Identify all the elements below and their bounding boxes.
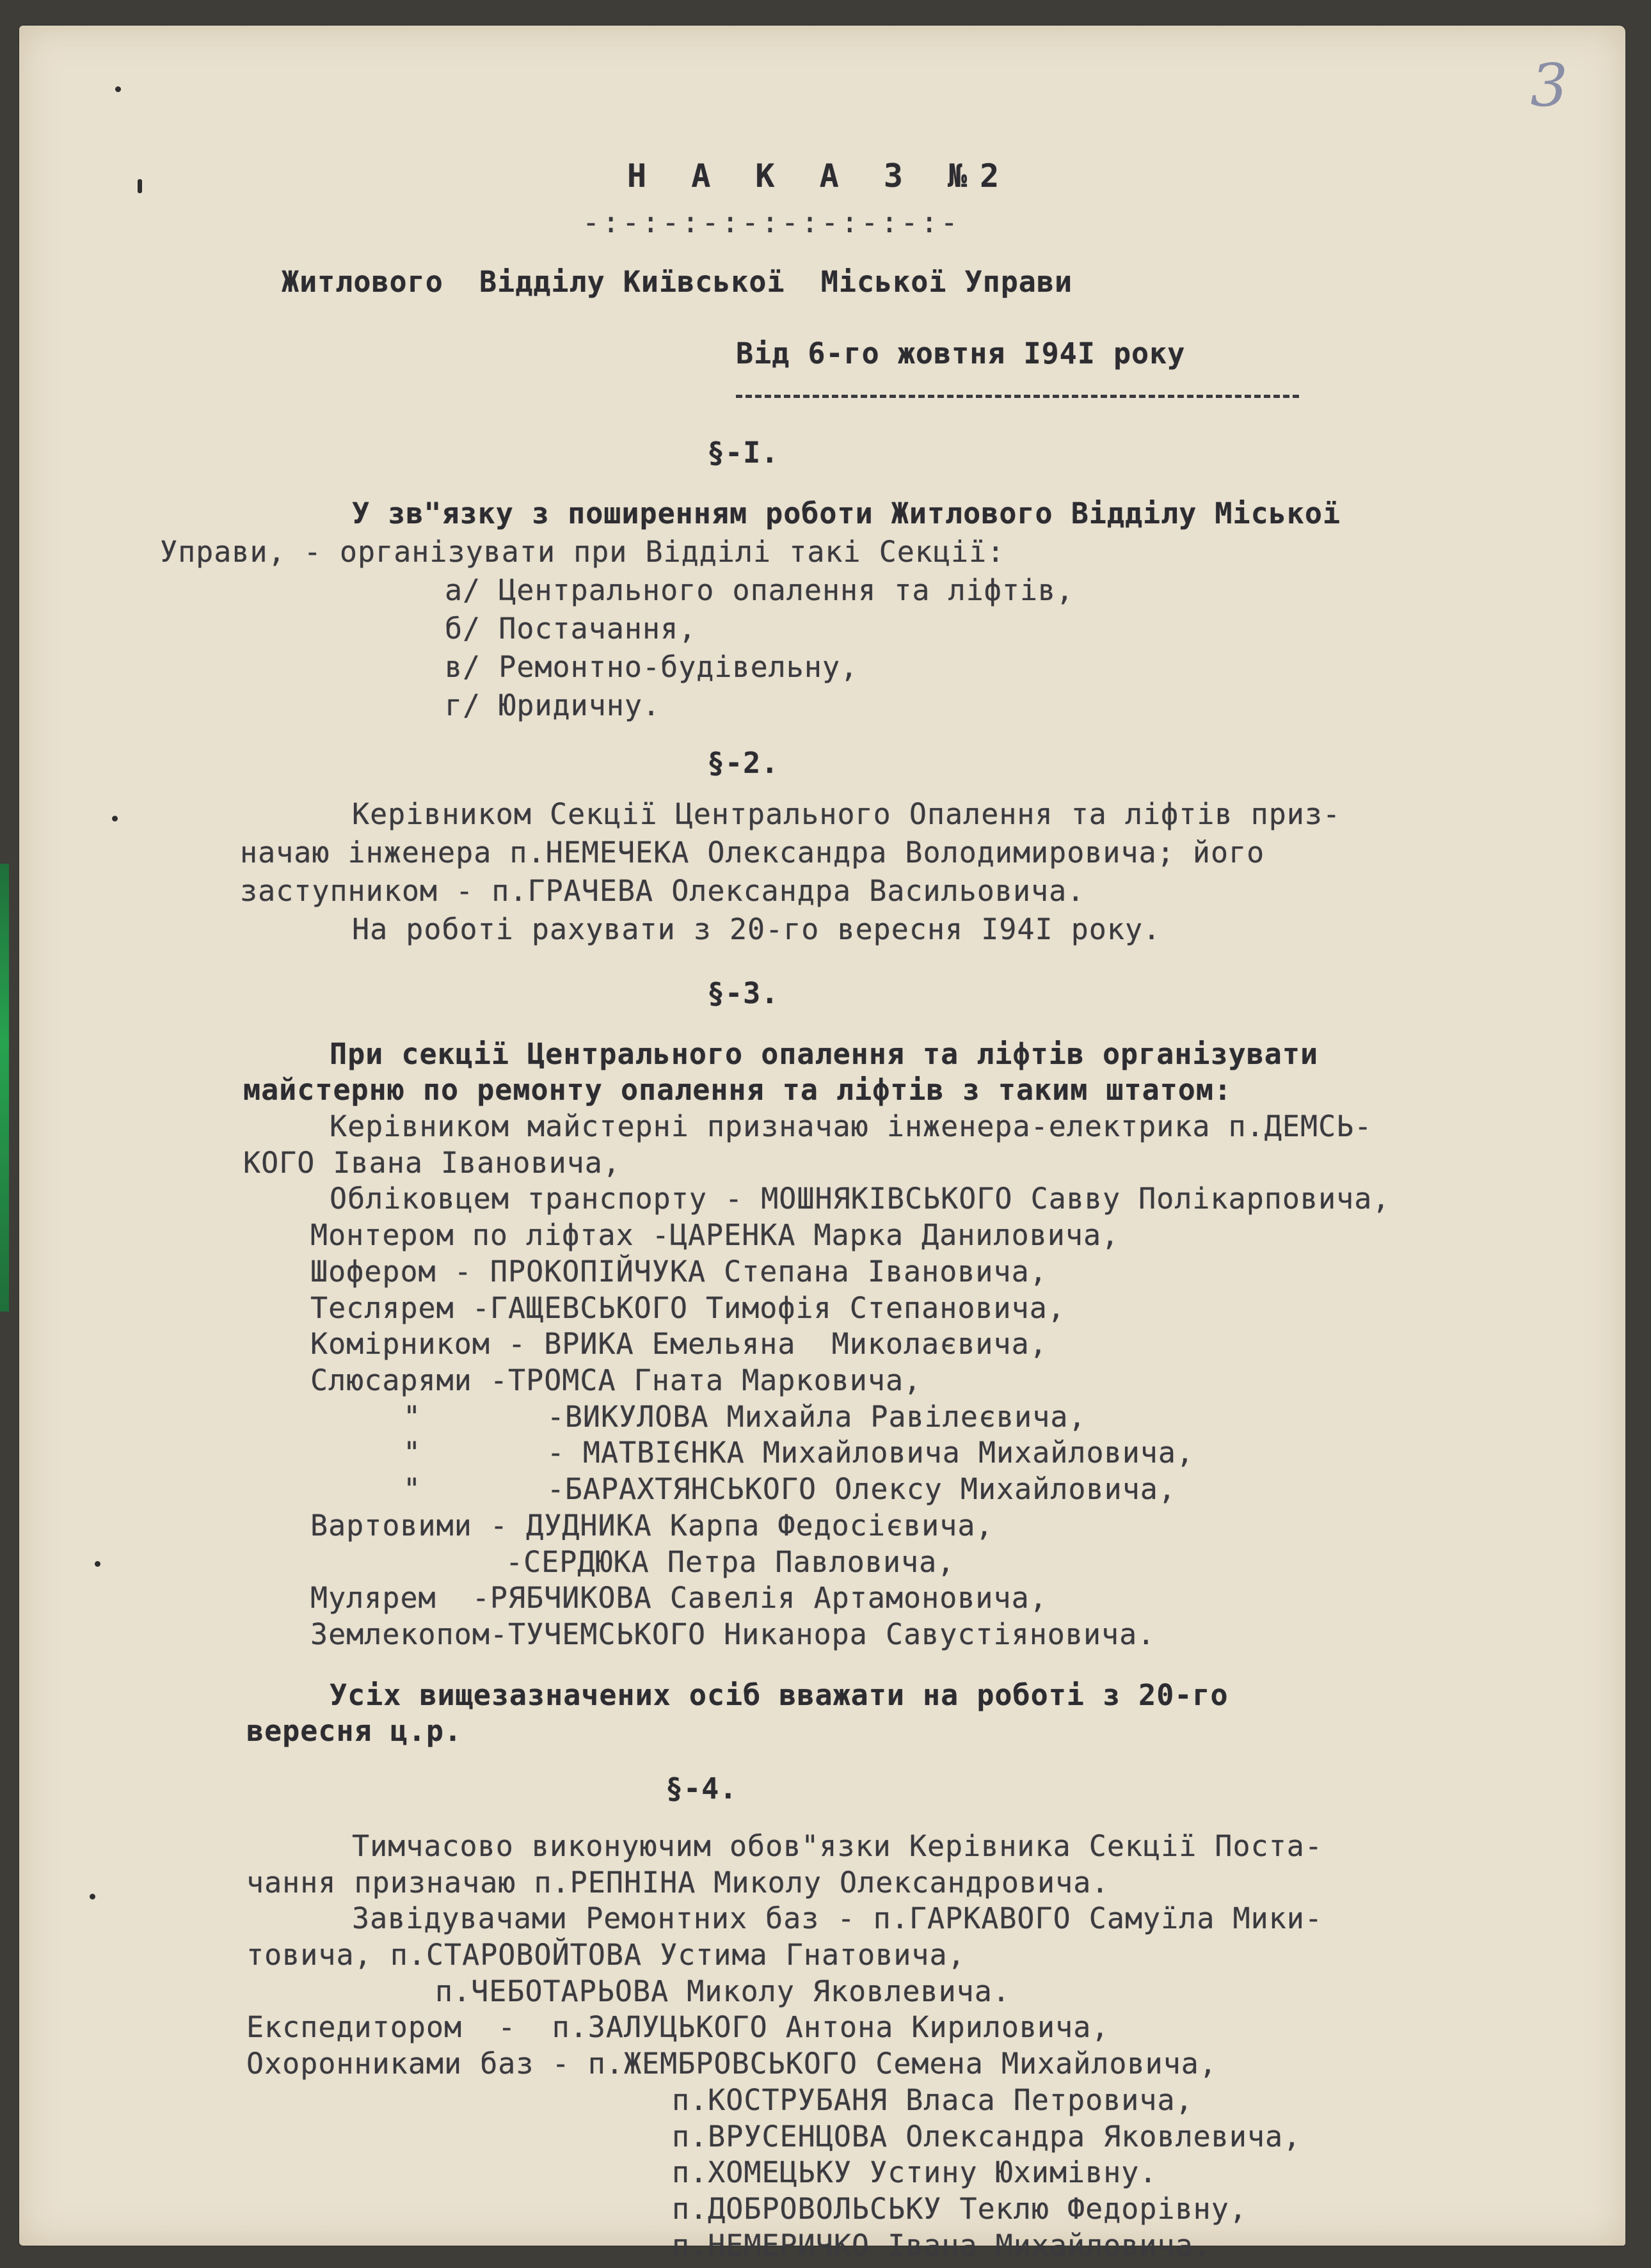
date-underline xyxy=(736,395,1299,398)
staff-entry: " -БАРАХТЯНСЬКОГО Олексу Михайловича, xyxy=(403,1472,1176,1507)
hole-mark xyxy=(112,816,118,821)
section-3-line: Усіх вищезазначених осіб вважати на роботі з 20-го xyxy=(330,1677,1229,1712)
staff-entry: Слюсарями -ТРОМСА Гната Марковича, xyxy=(310,1363,922,1397)
section-3-line: КОГО Івана Івановича, xyxy=(243,1145,621,1180)
section-2-line: На роботі рахувати з 20-го вересня I94I року. xyxy=(352,912,1161,946)
section-1-item: г/ Юридичну. xyxy=(445,688,661,722)
staff-entry: Обліковцем транспорту - МОШНЯКІВСЬКОГО Савву Полікарповича, xyxy=(330,1182,1391,1216)
order-date: Від 6-го жовтня I94I року xyxy=(736,337,1186,370)
title-ornament: -:-:-:-:-:-:-:-:-:- xyxy=(582,205,961,239)
staff-entry: " - МАТВІЄНКА Михайловича Михайловича, xyxy=(403,1436,1195,1470)
staff-entry: Вартовими - ДУДНИКА Карпа Федосієвича, xyxy=(310,1508,994,1542)
section-1-item: а/ Центрального опалення та ліфтів, xyxy=(445,573,1074,607)
section-2-heading: §-2. xyxy=(707,746,779,780)
staff-entry: " -ВИКУЛОВА Михайла Равілеєвича, xyxy=(403,1399,1087,1434)
section-4-heading: §-4. xyxy=(666,1772,738,1806)
section-4-line: чання призначаю п.РЕПНІНА Миколу Олександровича. xyxy=(246,1865,1110,1899)
staff-entry: Теслярем -ГАЩЕВСЬКОГО Тимофія Степановича, xyxy=(310,1290,1065,1325)
section-2-line: начаю інженера п.НЕМЕЧЕКА Олександра Володимировича; його xyxy=(240,836,1265,869)
staff-entry: Комірником - ВРИКА Емельяна Миколаєвича, xyxy=(310,1327,1048,1361)
section-4-line: Експедитором - п.ЗАЛУЦЬКОГО Антона Кириловича, xyxy=(246,2010,1110,2045)
section-4-line: товича, п.СТАРОВОЙТОВА Устима Гнатовича, xyxy=(246,1937,966,1972)
hole-mark xyxy=(138,179,142,193)
section-1-line: Управи, - організувати при Відділі такі Секції: xyxy=(160,535,1005,569)
section-4-line: Тимчасово виконуючим обов"язки Керівника Секції Поста- xyxy=(352,1828,1323,1863)
guard-entry: п.НЕМЕРИЧКО Івана Михайловича. xyxy=(672,2228,1211,2262)
issuer-line: Житлового Відділу Київської Міської Управи xyxy=(282,265,1073,299)
section-4-line: Охоронниками баз - п.ЖЕМБРОВСЬКОГО Семена Михайловича, xyxy=(246,2047,1217,2081)
section-3-line: Керівником майстерні призначаю інженера-електрика п.ДЕМСЬ- xyxy=(330,1109,1373,1143)
section-3-line: вересня ц.р. xyxy=(246,1714,463,1749)
guard-entry: п.ВРУСЕНЦОВА Олександра Яковлевича, xyxy=(672,2119,1302,2153)
section-1-item: б/ Постачання, xyxy=(445,612,697,646)
guard-entry: п.ХОМЕЦЬКУ Устину Юхимівну. xyxy=(672,2155,1158,2190)
staff-entry: -СЕРДЮКА Петра Павловича, xyxy=(506,1544,955,1579)
staff-entry: Землекопом-ТУЧЕМСЬКОГО Никанора Савустіяновича. xyxy=(310,1617,1156,1651)
section-3-line: При секції Центрального опалення та ліфтів організувати xyxy=(330,1036,1319,1071)
section-1-item: в/ Ремонтно-будівельну, xyxy=(445,650,859,684)
guard-entry: п.ДОБРОВОЛЬСЬКУ Теклю Федорівну, xyxy=(672,2192,1247,2226)
staff-entry: Шофером - ПРОКОПІЙЧУКА Степана Івановича, xyxy=(310,1254,1048,1289)
green-tab-edge xyxy=(0,864,9,1312)
guard-entry: п.КОСТРУБАНЯ Власа Петровича, xyxy=(672,2082,1193,2117)
hole-mark xyxy=(90,1894,95,1899)
section-2-line: Керівником Секції Центрального Опалення та ліфтів приз- xyxy=(352,797,1341,831)
section-3-line: майстерню по ремонту опалення та ліфтів з таким штатом: xyxy=(243,1073,1232,1107)
staff-entry: Мулярем -РЯБЧИКОВА Савелія Артамоновича, xyxy=(310,1581,1048,1615)
order-title: Н А К А З №2 xyxy=(627,157,1012,194)
section-2-line: заступником - п.ГРАЧЕВА Олександра Васильовича. xyxy=(240,874,1085,908)
document-sheet xyxy=(19,26,1625,2262)
section-4-line: Завідувачами Ремонтних баз - п.ГАРКАВОГО Самуїла Мики- xyxy=(352,1901,1323,1936)
staff-entry: Монтером по ліфтах -ЦАРЕНКА Марка Даниловича, xyxy=(310,1218,1120,1253)
section-1-heading: §-I. xyxy=(707,436,779,470)
section-3-heading: §-3. xyxy=(707,976,779,1010)
hole-mark xyxy=(95,1561,100,1567)
section-4-line: п.ЧЕБОТАРЬОВА Миколу Яковлевича. xyxy=(435,1974,1010,2008)
section-1-line: У зв"язку з поширенням роботи Житлового Відділу Міської xyxy=(352,496,1341,530)
page-number: 3 xyxy=(1530,51,1568,120)
hole-mark xyxy=(115,86,121,92)
